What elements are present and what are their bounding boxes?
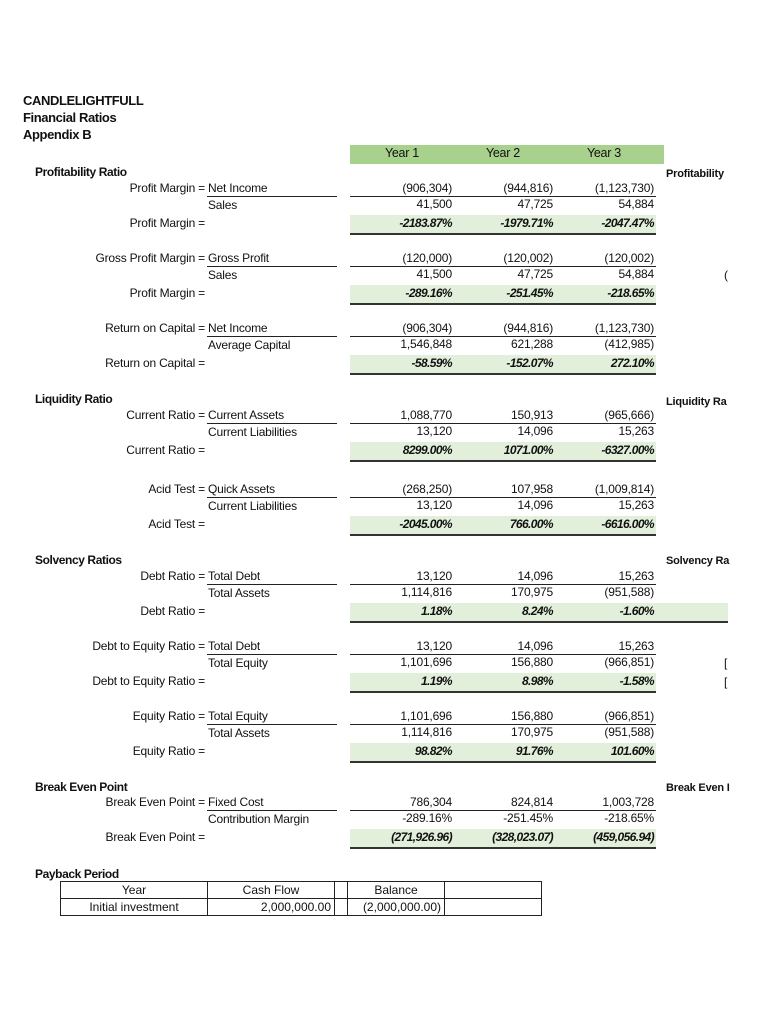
value-denominator: 47,725 <box>517 197 553 211</box>
value-denominator: 1,101,696 <box>400 655 452 669</box>
side-solvency: Solvency Ra <box>666 555 730 567</box>
section-break-even: Break Even Point <box>35 780 128 794</box>
side-liquidity: Liquidity Ra <box>666 396 727 408</box>
value-result: 8.98% <box>521 674 553 688</box>
denominator-label: Total Equity <box>208 656 268 670</box>
value-result: -251.45% <box>506 286 553 300</box>
value-denominator: 170,975 <box>511 725 553 739</box>
denominator-label: Total Assets <box>208 726 270 740</box>
numerator-label: Total Equity <box>208 709 268 723</box>
value-denominator: 1,114,816 <box>401 725 452 739</box>
value-result: -2183.87% <box>399 216 452 230</box>
formula-label: Profit Margin = <box>129 181 205 195</box>
cell-balance: (2,000,000.00) <box>348 899 445 916</box>
value-denominator: -218.65% <box>604 811 654 825</box>
value-numerator: 14,096 <box>517 639 553 653</box>
value-denominator: 15,263 <box>618 424 654 438</box>
value-numerator: 14,096 <box>517 569 553 583</box>
section-payback: Payback Period <box>35 867 119 881</box>
numerator-label: Fixed Cost <box>208 795 264 809</box>
value-denominator: 54,884 <box>618 197 654 211</box>
denominator-label: Average Capital <box>208 338 291 352</box>
value-denominator: -251.45% <box>503 811 553 825</box>
value-result: -289.16% <box>405 286 452 300</box>
formula-label: Break Even Point = <box>105 795 205 809</box>
value-denominator: 14,096 <box>517 424 553 438</box>
value-result: 1.19% <box>420 674 452 688</box>
value-result: -58.59% <box>411 356 452 370</box>
value-result: -152.07% <box>506 356 553 370</box>
result-label: Profit Margin = <box>129 216 205 230</box>
fraction-line <box>207 724 337 725</box>
denominator-label: Sales <box>208 268 238 282</box>
side-fragment: ( <box>724 268 728 282</box>
value-result: -6327.00% <box>601 443 654 457</box>
side-fragment: [ <box>724 675 728 689</box>
value-numerator: 786,304 <box>410 795 452 809</box>
report-title: Financial Ratios <box>23 110 117 125</box>
denominator-label: Total Assets <box>208 586 270 600</box>
appendix-label: Appendix B <box>23 127 92 142</box>
value-denominator: 14,096 <box>517 498 553 512</box>
result-label: Acid Test = <box>148 517 205 531</box>
value-result: 8299.00% <box>402 443 452 457</box>
value-numerator: (944,816) <box>503 321 553 335</box>
value-denominator: 54,884 <box>618 267 654 281</box>
value-numerator: 156,880 <box>511 709 553 723</box>
formula-label: Current Ratio = <box>126 408 205 422</box>
payback-table <box>60 881 542 916</box>
value-result: -1979.71% <box>500 216 553 230</box>
value-denominator: 13,120 <box>416 424 452 438</box>
value-result: (271,926.96) <box>391 830 452 844</box>
fraction-line <box>207 196 337 197</box>
value-denominator: 41,500 <box>416 267 452 281</box>
value-result: (328,023.07) <box>492 830 553 844</box>
formula-label: Gross Profit Margin = <box>95 251 205 265</box>
value-result: -218.65% <box>607 286 654 300</box>
value-result: 8.24% <box>521 604 553 618</box>
numerator-label: Total Debt <box>208 569 261 583</box>
value-numerator: 15,263 <box>618 569 654 583</box>
value-denominator: 156,880 <box>511 655 553 669</box>
value-numerator: (120,002) <box>503 251 553 265</box>
value-numerator: (268,250) <box>402 482 452 496</box>
cell-cash-flow: 2,000,000.00 <box>208 899 335 916</box>
value-numerator: (1,009,814) <box>594 482 654 496</box>
value-result: 91.76% <box>515 744 553 758</box>
value-denominator: 47,725 <box>517 267 553 281</box>
value-result: 1071.00% <box>503 443 553 457</box>
denominator-label: Sales <box>208 198 238 212</box>
value-result: -6616.00% <box>601 517 654 531</box>
value-numerator: 13,120 <box>416 569 452 583</box>
value-numerator: 1,101,696 <box>400 709 452 723</box>
section-profitability: Profitability Ratio <box>35 165 127 179</box>
year-3-header: Year 3 <box>587 146 621 160</box>
numerator-label: Net Income <box>208 181 268 195</box>
cell-blank-2 <box>445 899 542 916</box>
numerator-label: Net Income <box>208 321 268 335</box>
side-fragment: [ <box>724 656 728 670</box>
value-numerator: (1,123,730) <box>594 181 654 195</box>
value-denominator: (412,985) <box>604 337 654 351</box>
value-denominator: 170,975 <box>511 585 553 599</box>
value-numerator: 13,120 <box>416 639 452 653</box>
result-label: Equity Ratio = <box>132 744 205 758</box>
col-blank-2 <box>445 882 542 899</box>
value-denominator: 621,288 <box>511 337 553 351</box>
denominator-label: Current Liabilities <box>208 425 297 439</box>
value-numerator: (906,304) <box>402 181 452 195</box>
value-numerator: 107,958 <box>511 482 553 496</box>
value-result: 101.60% <box>610 744 654 758</box>
value-result: 766.00% <box>509 517 553 531</box>
result-label: Debt to Equity Ratio = <box>92 674 205 688</box>
fraction-line <box>207 584 337 585</box>
value-result: -1.60% <box>619 604 654 618</box>
value-result: -2045.00% <box>399 517 452 531</box>
company-name: CANDLELIGHTFULL <box>23 93 144 108</box>
col-year: Year <box>61 882 208 899</box>
col-cash-flow: Cash Flow <box>208 882 335 899</box>
value-denominator: (966,851) <box>604 655 654 669</box>
numerator-label: Total Debt <box>208 639 261 653</box>
value-numerator: (1,123,730) <box>594 321 654 335</box>
value-result: 1.18% <box>420 604 452 618</box>
value-result: 272.10% <box>610 356 654 370</box>
formula-label: Acid Test = <box>148 482 205 496</box>
value-numerator: 15,263 <box>618 639 654 653</box>
value-numerator: 1,003,728 <box>602 795 654 809</box>
value-denominator: 13,120 <box>416 498 452 512</box>
value-numerator: (120,000) <box>402 251 452 265</box>
value-numerator: 824,814 <box>511 795 553 809</box>
numerator-label: Quick Assets <box>208 482 275 496</box>
value-result: -1.58% <box>619 674 654 688</box>
result-label: Current Ratio = <box>126 443 205 457</box>
fraction-line <box>207 266 337 267</box>
result-label: Return on Capital = <box>105 356 205 370</box>
value-denominator: (951,588) <box>604 725 654 739</box>
value-denominator: 41,500 <box>416 197 452 211</box>
value-numerator: (120,002) <box>604 251 654 265</box>
side-profitability: Profitability <box>666 168 724 180</box>
year-1-header: Year 1 <box>385 146 419 160</box>
fraction-line <box>207 654 337 655</box>
value-numerator: 150,913 <box>511 408 553 422</box>
result-label: Break Even Point = <box>105 830 205 844</box>
value-denominator: (951,588) <box>604 585 654 599</box>
fraction-line <box>207 810 337 811</box>
result-label: Profit Margin = <box>129 286 205 300</box>
numerator-label: Current Assets <box>208 408 284 422</box>
fraction-line <box>207 336 337 337</box>
section-liquidity: Liquidity Ratio <box>35 392 113 406</box>
value-result: (459,056.94) <box>593 830 654 844</box>
value-numerator: (944,816) <box>503 181 553 195</box>
fraction-line <box>207 423 337 424</box>
formula-label: Debt to Equity Ratio = <box>92 639 205 653</box>
value-denominator: 1,114,816 <box>401 585 452 599</box>
side-break-even: Break Even I <box>666 782 730 794</box>
table-row <box>61 899 542 916</box>
year-2-header: Year 2 <box>486 146 520 160</box>
col-balance: Balance <box>348 882 445 899</box>
col-blank <box>335 882 348 899</box>
table-row <box>61 882 542 899</box>
numerator-label: Gross Profit <box>208 251 269 265</box>
denominator-label: Contribution Margin <box>208 812 309 826</box>
value-result: -2047.47% <box>601 216 654 230</box>
value-numerator: (906,304) <box>402 321 452 335</box>
value-result: 98.82% <box>414 744 452 758</box>
formula-label: Return on Capital = <box>105 321 205 335</box>
cell-year: Initial investment <box>61 899 208 916</box>
value-numerator: 1,088,770 <box>400 408 452 422</box>
cell-blank <box>335 899 348 916</box>
fraction-line <box>207 497 337 498</box>
value-denominator: -289.16% <box>402 811 452 825</box>
value-denominator: 15,263 <box>618 498 654 512</box>
value-denominator: 1,546,848 <box>400 337 452 351</box>
denominator-label: Current Liabilities <box>208 499 297 513</box>
result-label: Debt Ratio = <box>140 604 205 618</box>
value-numerator: (966,851) <box>604 709 654 723</box>
formula-label: Equity Ratio = <box>132 709 205 723</box>
formula-label: Debt Ratio = <box>140 569 205 583</box>
value-numerator: (965,666) <box>604 408 654 422</box>
section-solvency: Solvency Ratios <box>35 553 122 567</box>
